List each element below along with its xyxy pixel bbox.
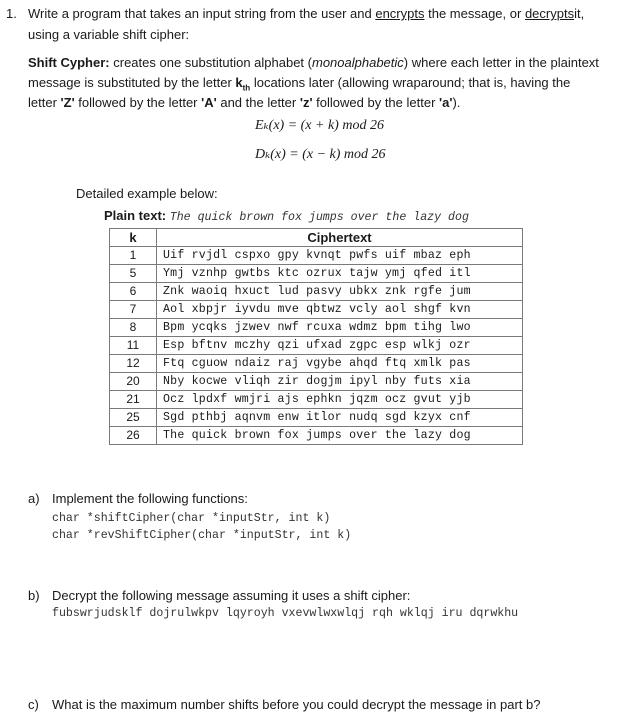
part-b-code: fubswrjudsklf dojrulwkpv lqyroyh vxevwlwxwlqj rqh wklqj iru dqrwkhu (52, 607, 519, 620)
table-row (110, 391, 523, 409)
k-value: 11 (110, 337, 157, 355)
table-row (110, 247, 523, 265)
letter-z: 'z' (299, 95, 313, 110)
table-row (110, 355, 523, 373)
encrypts-word: encrypts (375, 6, 425, 21)
definition-text-3e: ). (452, 95, 461, 110)
part-b-text: Decrypt the following message assuming it uses a shift cipher: (52, 588, 411, 603)
question-number: 1. (6, 6, 17, 21)
k-value: 26 (110, 427, 157, 445)
table-row (110, 265, 523, 283)
table-row (110, 319, 523, 337)
ciphertext-value: Uif rvjdl cspxo gpy kvnqt pwfs uif mbaz eph (157, 247, 523, 265)
table-row (110, 337, 523, 355)
ciphertext-value: The quick brown fox jumps over the lazy dog (157, 427, 523, 445)
ciphertext-value: Bpm ycqks jzwev nwf rcuxa wdmz bpm tihg lwo (157, 319, 523, 337)
part-c-text: What is the maximum number shifts before you could decrypt the message in part b? (52, 697, 541, 712)
definition-text-3b: followed by the letter (78, 95, 198, 110)
plain-text-value: The quick brown fox jumps over the lazy dog (169, 211, 469, 224)
decrypts-word: decrypts (524, 6, 575, 21)
definition-text-3d: followed by the letter (316, 95, 436, 110)
table-row (110, 373, 523, 391)
table-header-row (110, 229, 523, 247)
intro-text-a: Write a program that takes an input string from the user and (28, 6, 372, 21)
table-row (110, 301, 523, 319)
part-a-code-2: char *revShiftCipher(char *inputStr, int k) (52, 529, 352, 542)
ciphertext-value: Esp bftnv mczhy qzi ufxad zgpc esp wlkj ozr (157, 337, 523, 355)
example-heading: Detailed example below: (76, 186, 218, 201)
encrypt-formula: Eₖ(x) = (x + k) mod 26 (255, 118, 384, 133)
k-value: 12 (110, 355, 157, 373)
ciphertext-value: Ocz lpdxf wmjri ajs ephkn jqzm ocz gvut yjb (157, 391, 523, 409)
part-c-label: c) (28, 697, 39, 712)
definition-line-2 (28, 75, 570, 93)
k-value: 5 (110, 265, 157, 283)
definition-term: Shift Cypher: (28, 55, 110, 70)
k-value: 25 (110, 409, 157, 427)
part-a-code-1: char *shiftCipher(char *inputStr, int k) (52, 512, 331, 525)
ciphertext-value: Ymj vznhp gwtbs ktc ozrux tajw ymj qfed itl (157, 265, 523, 283)
k-value: 1 (110, 247, 157, 265)
table-row (110, 409, 523, 427)
intro-text-c: it, (574, 6, 585, 21)
question-intro (28, 6, 584, 21)
k-value: 7 (110, 301, 157, 319)
k-value: 6 (110, 283, 157, 301)
th-subscript: th (242, 83, 251, 93)
part-a-label: a) (28, 491, 40, 506)
ciphertext-value: Aol xbpjr iyvdu mve qbtwz vcly aol shgf kvn (157, 301, 523, 319)
decrypt-formula: Dₖ(x) = (x − k) mod 26 (255, 147, 386, 162)
definition-text-1a: creates one substitution alphabet ( (113, 55, 312, 70)
letter-Z: 'Z' (60, 95, 75, 110)
definition-text-1b: ) where each letter in the plaintext (403, 55, 599, 70)
ciphertext-value: Znk waoiq hxuct lud pasvy ubkx znk rgfe jum (157, 283, 523, 301)
plain-text-label: Plain text: (104, 208, 167, 223)
definition-line-1 (28, 55, 599, 70)
ciphertext-column-header: Ciphertext (157, 229, 523, 247)
ciphertext-value: Nby kocwe vliqh zir dogjm ipyl nby futs xia (157, 373, 523, 391)
definition-text-2b: locations later (allowing wraparound; that is, having the (253, 75, 571, 90)
k-variable: k (235, 75, 243, 90)
letter-A: 'A' (201, 95, 217, 110)
ciphertext-value: Ftq cguow ndaiz raj vgybe ahqd ftq xmlk pas (157, 355, 523, 373)
k-column-header: k (110, 229, 157, 247)
part-a-text: Implement the following functions: (52, 491, 248, 506)
definition-text-3c: and the letter (220, 95, 297, 110)
plain-text-line (104, 208, 469, 224)
k-value: 20 (110, 373, 157, 391)
k-value: 8 (110, 319, 157, 337)
k-value: 21 (110, 391, 157, 409)
part-b-label: b) (28, 588, 40, 603)
table-row (110, 427, 523, 445)
definition-text-2a: message is substituted by the letter (28, 75, 232, 90)
ciphertext-value: Sgd pthbj aqnvm enw itlor nudq sgd kzyx cnf (157, 409, 523, 427)
monoalphabetic-term: monoalphabetic (312, 55, 404, 70)
ciphertext-table (109, 228, 523, 445)
letter-a: 'a' (439, 95, 453, 110)
definition-line-3 (28, 95, 460, 110)
intro-text-b: the message, or (428, 6, 522, 21)
definition-text-3a: letter (28, 95, 57, 110)
table-row (110, 283, 523, 301)
question-intro-line2: using a variable shift cipher: (28, 27, 190, 42)
